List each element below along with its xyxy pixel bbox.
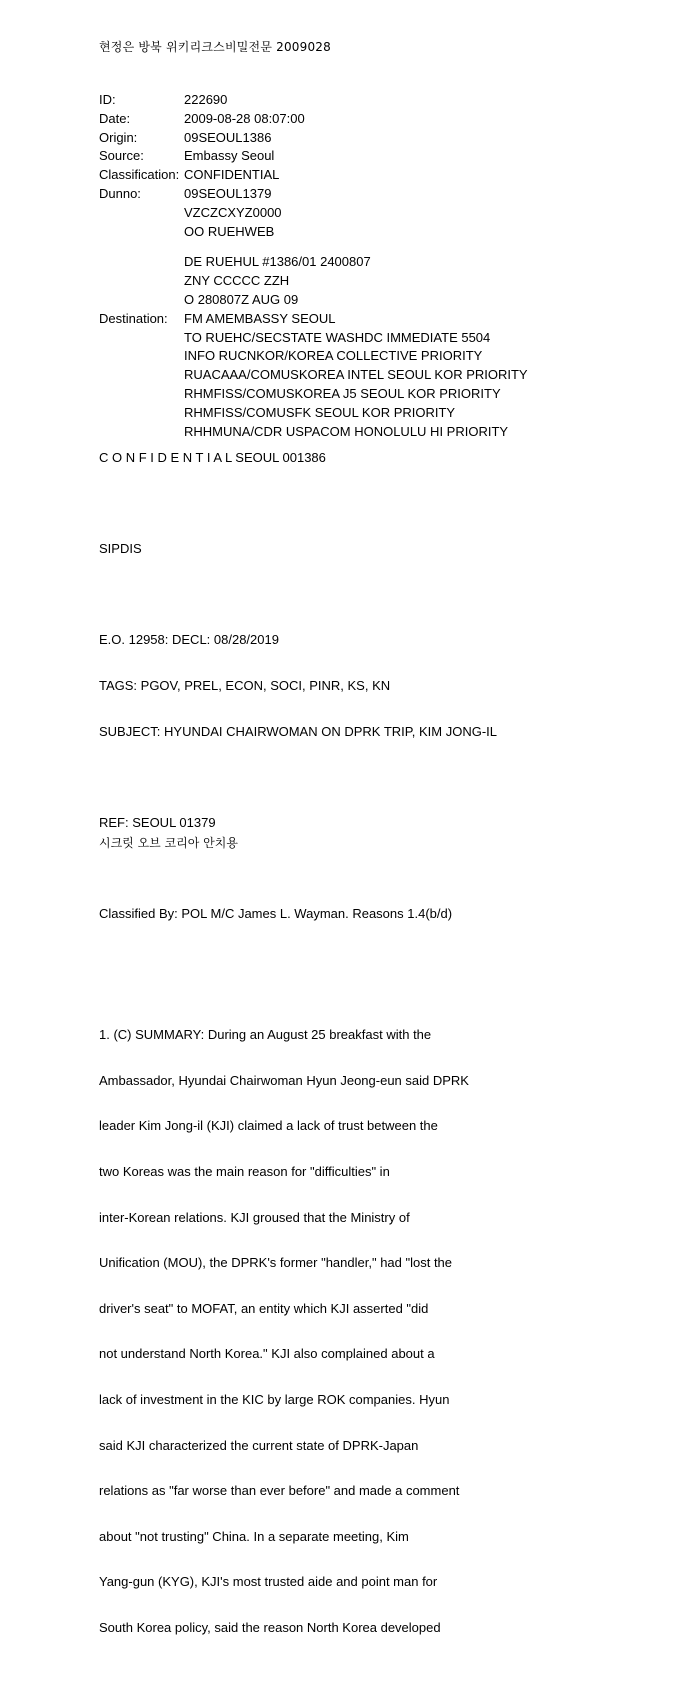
summary-paragraph — [99, 997, 497, 1666]
summary-line: relations as "far worse than ever before" and made a comment — [99, 1483, 460, 1499]
meta-value: FM AMEMBASSY SEOUL — [184, 310, 336, 326]
meta-value: CONFIDENTIAL — [184, 167, 280, 183]
summary-line: about "not trusting" China. In a separate meeting, Kim — [99, 1528, 409, 1544]
destination-line: TO RUEHC/SECSTATE WASHDC IMMEDIATE 5504 — [184, 329, 491, 345]
summary-line: 1. (C) SUMMARY: During an August 25 breakfast with the — [99, 1027, 432, 1043]
summary-line: not understand North Korea." KJI also complained about a — [99, 1346, 435, 1362]
classified-by-line: Classified By: POL M/C James L. Wayman. Reasons 1.4(b/d) — [99, 905, 453, 921]
routing-line: O 280807Z AUG 09 — [184, 291, 299, 307]
meta-row-destination — [99, 310, 528, 329]
routing-line: VZCZCXYZ0000 — [184, 204, 282, 220]
meta-label: Source: — [99, 148, 144, 164]
subject-line: SUBJECT: HYUNDAI CHAIRWOMAN ON DPRK TRIP, KIM JONG-IL — [99, 723, 497, 739]
meta-value: 09SEOUL1379 — [184, 185, 272, 201]
page-footer: 시크릿 오브 코리아 안치용 — [99, 836, 238, 850]
page-header: 현정은 방북 위키리크스비밀전문 2009028 — [99, 40, 331, 54]
meta-value: 222690 — [184, 92, 228, 107]
meta-row-dunno — [99, 185, 528, 204]
ref-line: REF: SEOUL 01379 — [99, 814, 216, 830]
meta-value: Embassy Seoul — [184, 148, 275, 164]
summary-line: driver's seat" to MOFAT, an entity which KJI asserted "did — [99, 1300, 429, 1316]
meta-value: 09SEOUL1386 — [184, 129, 272, 145]
destination-line: RUACAAA/COMUSKOREA INTEL SEOUL KOR PRIORITY — [184, 367, 528, 383]
meta-label: Destination: — [99, 310, 168, 326]
summary-line: lack of investment in the KIC by large ROK companies. Hyun — [99, 1391, 450, 1407]
eo-line: E.O. 12958: DECL: 08/28/2019 — [99, 632, 279, 648]
destination-line: RHMFISS/COMUSKOREA J5 SEOUL KOR PRIORITY — [184, 385, 501, 401]
meta-value: 2009-08-28 08:07:00 — [184, 110, 305, 126]
meta-label: Origin: — [99, 129, 138, 145]
tags-line: TAGS: PGOV, PREL, ECON, SOCI, PINR, KS, KN — [99, 678, 391, 694]
routing-line: ZNY CCCCC ZZH — [184, 273, 290, 289]
summary-line: Unification (MOU), the DPRK's former "handler," had "lost the — [99, 1255, 453, 1271]
meta-label: Dunno: — [99, 185, 141, 201]
summary-line: leader Kim Jong-il (KJI) claimed a lack of trust between the — [99, 1118, 438, 1134]
summary-line: said KJI characterized the current state of DPRK-Japan — [99, 1437, 419, 1453]
summary-line: Yang-gun (KYG), KJI's most trusted aide and point man for — [99, 1574, 438, 1590]
destination-line: RHMFISS/COMUSFK SEOUL KOR PRIORITY — [184, 404, 456, 420]
destination-line: RHHMUNA/CDR USPACOM HONOLULU HI PRIORITY — [184, 423, 509, 439]
summary-line: Ambassador, Hyundai Chairwoman Hyun Jeong-eun said DPRK — [99, 1072, 469, 1088]
summary-line: inter-Korean relations. KJI groused that the Ministry of — [99, 1209, 410, 1225]
meta-row-date — [99, 110, 528, 129]
meta-label: Classification: — [99, 167, 180, 183]
destination-line: INFO RUCNKOR/KOREA COLLECTIVE PRIORITY — [184, 348, 483, 364]
meta-label: ID: — [99, 92, 116, 107]
classification-line: C O N F I D E N T I A L SEOUL 001386 — [99, 450, 326, 466]
meta-label: Date: — [99, 110, 131, 126]
routing-line: DE RUEHUL #1386/01 2400807 — [184, 254, 371, 270]
meta-row-origin — [99, 129, 528, 148]
sipdis-marker: SIPDIS — [99, 541, 142, 557]
meta-row-id — [99, 91, 528, 110]
summary-line: South Korea policy, said the reason North Korea developed — [99, 1620, 441, 1636]
meta-row-source — [99, 147, 528, 166]
cable-body — [99, 420, 497, 1681]
summary-line: two Koreas was the main reason for "difficulties" in — [99, 1163, 390, 1179]
routing-line: OO RUEHWEB — [184, 223, 275, 239]
cable-metadata — [99, 91, 528, 441]
meta-row-classification — [99, 166, 528, 185]
